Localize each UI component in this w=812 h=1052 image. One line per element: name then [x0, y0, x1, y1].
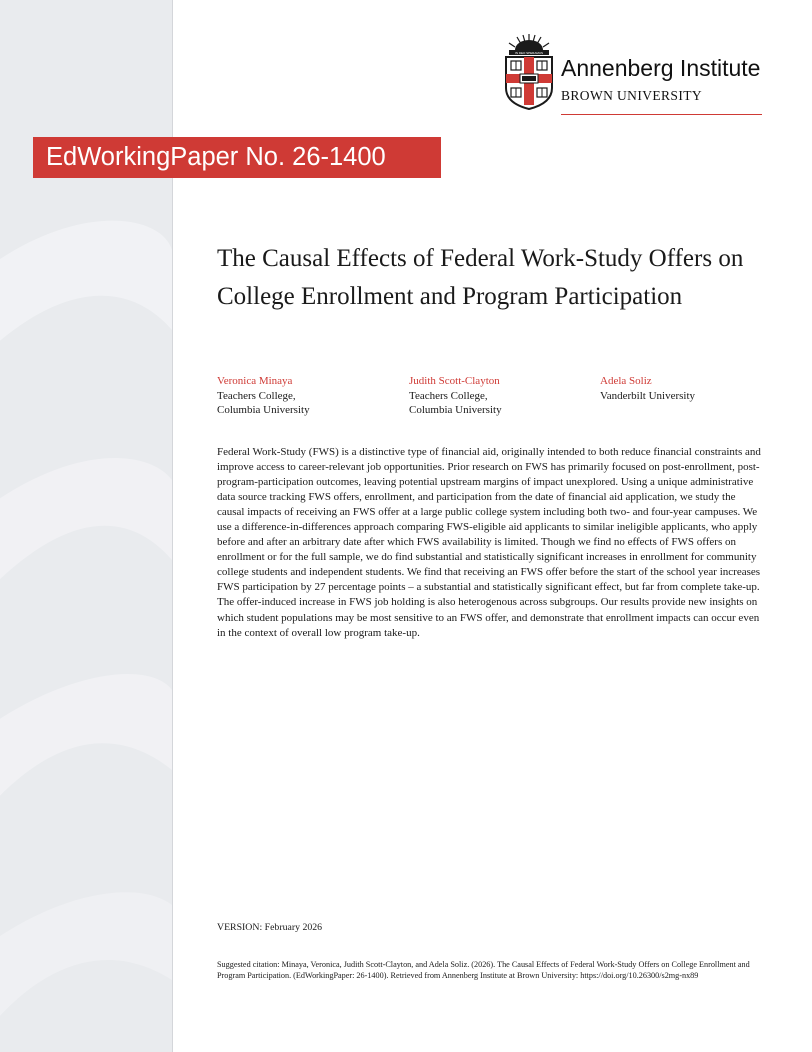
university-name: BROWN UNIVERSITY: [561, 88, 703, 103]
paper-title: The Causal Effects of Federal Work-Study Offers on College Enrollment and Program Participation: [217, 245, 744, 310]
institute-name: Annenberg Institute: [561, 55, 761, 81]
author-name: Adela Soliz: [600, 375, 652, 387]
author-3: [600, 374, 695, 403]
annenberg-logo: [503, 30, 773, 112]
author-1: [217, 374, 310, 418]
author-name: Judith Scott-Clayton: [409, 375, 500, 387]
author-affiliation: Teachers College, Columbia University: [217, 389, 310, 416]
brown-university-shield-icon: [503, 30, 555, 110]
svg-text:IN DEO SPERAMUS: IN DEO SPERAMUS: [514, 51, 544, 55]
author-affiliation: Vanderbilt University: [600, 389, 696, 402]
author-affiliation: Teachers College, Columbia University: [409, 389, 502, 416]
version-line: VERSION: February 2026: [217, 922, 323, 933]
logo-divider: [561, 114, 762, 115]
abstract: Federal Work-Study (FWS) is a distinctive type of financial aid, originally intended to both reduce financial constraints and improve access to career-relevant job opportunities. Prior research on FWS has primarily focused on post-enrollment, post-program-participation outcomes, leaving potential upstream margins of impact unexplored. Using a unique administrative data source tracking FWS offers, enrollment, and participation from the date of financial aid application, we study the causal impacts of receiving an FWS offer at a large public college system including both two- and four-year campuses. We use a difference-in-differences approach comparing FWS-eligible aid applicants to similar ineligible applicants, who apply before and after an arbitrary date after which FWS availability is limited. Though we find no effects of FWS offers on enrollment or for the full sample, we do find substantial and statistically significant increases in enrollment for community college students and independent students. We find that receiving an FWS offer before the start of the school year increases FWS participation by 27 percentage points – a substantial and statistically significant effect, but far from complete take-up. The offer-induced increase in FWS job holding is also heterogenous across subgroups. Our results provide new insights on which student populations may be most sensitive to an FWS offer, and demonstrate that enrollment impacts can occur even in the context of overall low program take-up.: [217, 446, 761, 639]
suggested-citation: Suggested citation: Minaya, Veronica, Judith Scott-Clayton, and Adela Soliz. (2026). The Causal Effects of Federal Work-Study Offers on College Enrollment and Program Participation. (EdWorkingPaper: 26-1400). Retrieved from Annenberg Institute at Brown University: https://doi.org/10.26300/s2mg-nx89: [217, 960, 750, 981]
author-name: Veronica Minaya: [217, 375, 293, 387]
series-banner: EdWorkingPaper No. 26-1400: [33, 137, 441, 178]
author-2: [409, 374, 502, 418]
